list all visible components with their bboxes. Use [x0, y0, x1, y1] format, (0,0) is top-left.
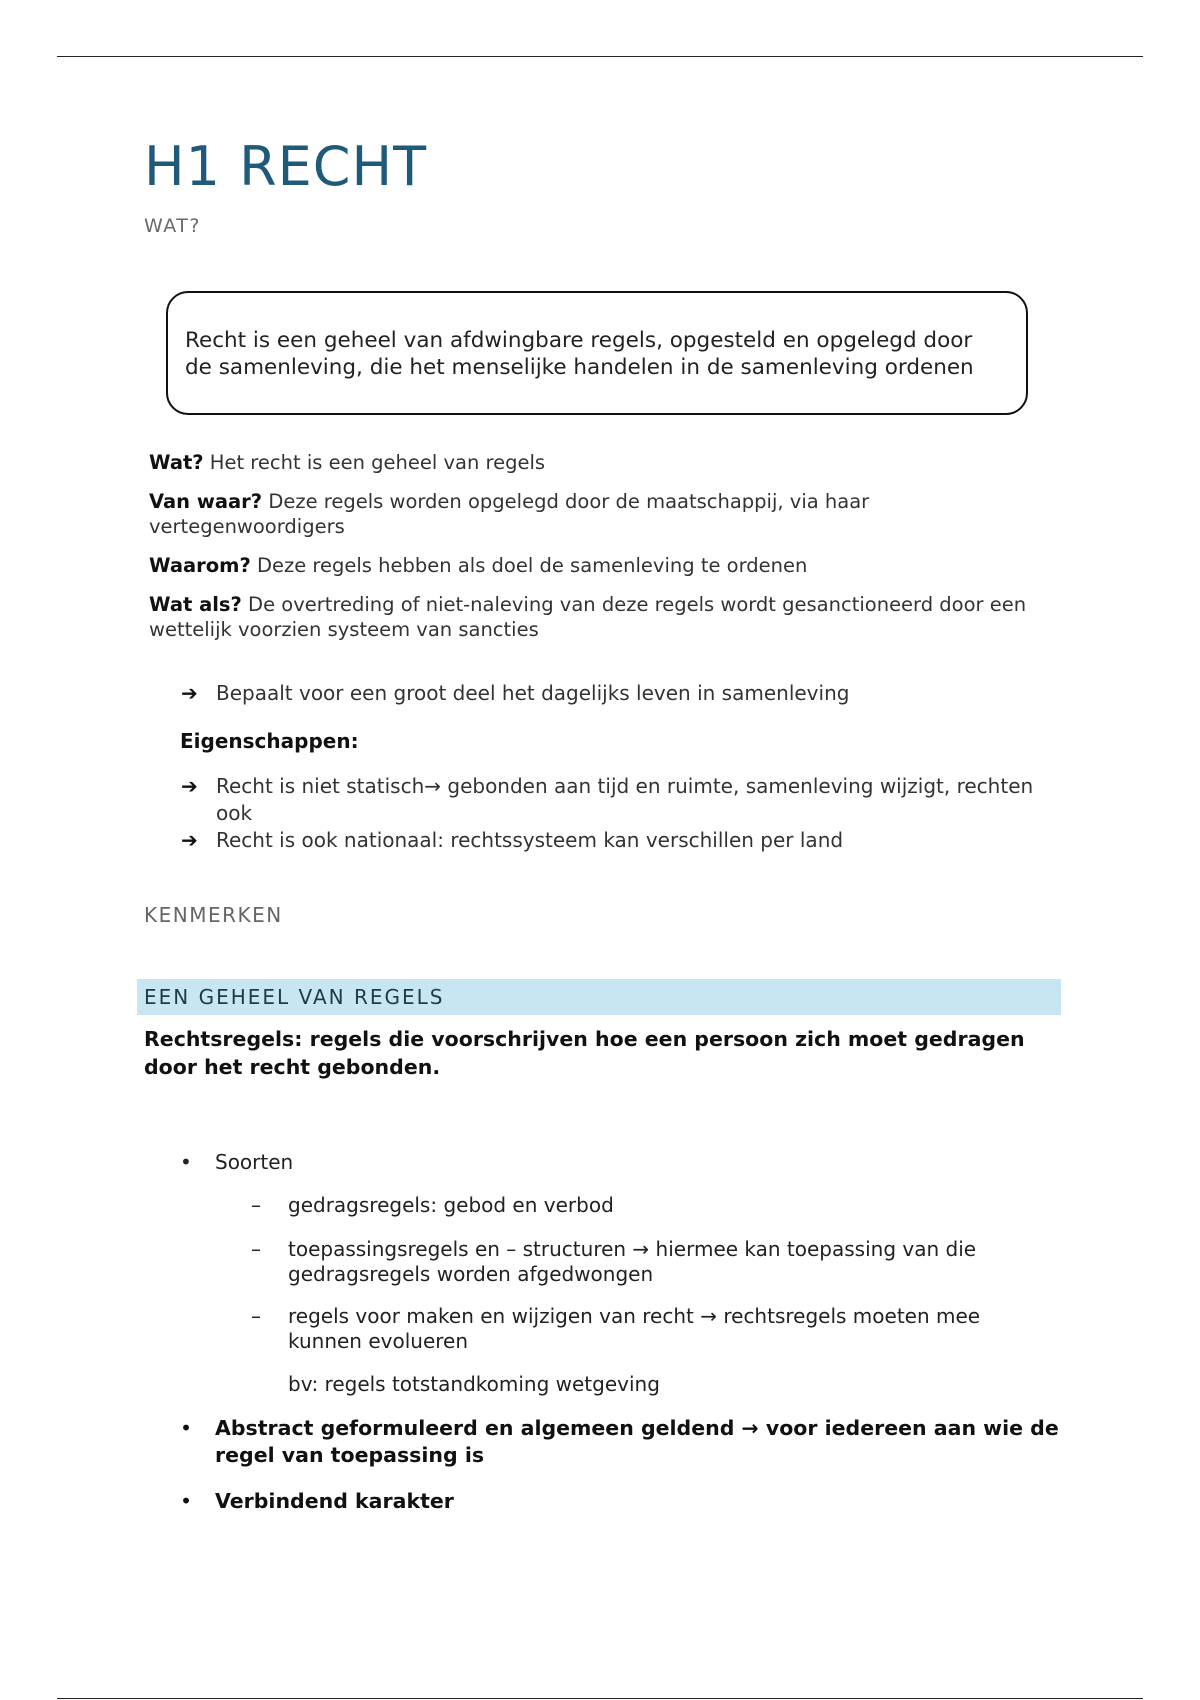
- arrow-right-icon: ➔: [181, 681, 198, 705]
- rechtsregels-definition: [144, 1025, 1044, 1081]
- bullet-text-cont: regel van toepassing is: [215, 1443, 485, 1467]
- definition-line-1: Recht is een geheel van afdwingbare regels, opgesteld en opgelegd door: [185, 328, 973, 353]
- bullet-abstract: [180, 1415, 1080, 1469]
- question-answer: Deze regels hebben als doel de samenleving te ordenen: [250, 554, 808, 577]
- question-waarom: [149, 553, 1049, 578]
- bullet-verbindend: [180, 1488, 1080, 1515]
- question-label: Wat als?: [149, 593, 242, 616]
- arrow-item-nationaal: [181, 827, 1061, 854]
- eigenschappen-label: Eigenschappen:: [180, 729, 359, 753]
- bullet-icon: •: [180, 1489, 193, 1513]
- kenmerken-heading: KENMERKEN: [144, 903, 283, 927]
- dash-item-text-cont: gedragsregels worden afgedwongen: [288, 1262, 654, 1286]
- dash-icon: –: [251, 1304, 261, 1328]
- page-subtitle: WAT?: [144, 215, 201, 237]
- arrow-item-bepaalt: [181, 680, 1061, 707]
- dash-item-text-cont: kunnen evolueren: [288, 1329, 469, 1353]
- question-answer: Deze regels worden opgelegd door de maatschappij, via haar: [262, 490, 870, 513]
- question-label: Wat?: [149, 451, 204, 474]
- dash-item-text: toepassingsregels en – structuren → hiermee kan toepassing van die: [288, 1237, 977, 1261]
- question-answer: Het recht is een geheel van regels: [203, 451, 546, 474]
- definition-box: [166, 291, 1028, 415]
- bullet-soorten: [180, 1150, 293, 1175]
- dash-item-toepassingsregels: [251, 1237, 1051, 1287]
- arrow-item-text-cont: ook: [216, 801, 253, 825]
- dash-item-text: gedragsregels: gebod en verbod: [288, 1193, 614, 1217]
- dash-item-text: regels voor maken en wijzigen van recht → rechtsregels moeten mee: [288, 1304, 981, 1328]
- example-text: bv: regels totstandkoming wetgeving: [288, 1372, 660, 1396]
- question-wat: [149, 450, 1049, 475]
- arrow-right-icon: ➔: [181, 774, 198, 798]
- bottom-rule: [57, 1698, 1143, 1699]
- question-answer-cont: wettelijk voorzien systeem van sancties: [149, 618, 539, 641]
- question-wat-als: [149, 592, 1049, 642]
- rechtsregels-line-1: Rechtsregels: regels die voorschrijven hoe een persoon zich moet gedragen: [144, 1027, 1025, 1051]
- question-answer-cont: vertegenwoordigers: [149, 515, 345, 538]
- page-title: H1 RECHT: [144, 135, 428, 198]
- question-van-waar: [149, 489, 1049, 539]
- definition-line-2: de samenleving, die het menselijke handelen in de samenleving ordenen: [185, 355, 974, 380]
- dash-item-gedragsregels: [251, 1193, 1051, 1218]
- section-heading: EEN GEHEEL VAN REGELS: [137, 979, 1061, 1015]
- question-label: Waarom?: [149, 554, 251, 577]
- dash-icon: –: [251, 1193, 261, 1217]
- dash-item-regels-maken: [251, 1304, 1051, 1354]
- dash-icon: –: [251, 1237, 261, 1261]
- arrow-item-text: Recht is niet statisch→ gebonden aan tijd en ruimte, samenleving wijzigt, rechten: [216, 774, 1034, 798]
- bullet-text: Soorten: [215, 1150, 294, 1174]
- question-label: Van waar?: [149, 490, 263, 513]
- bullet-icon: •: [180, 1416, 193, 1440]
- arrow-item-statisch: [181, 773, 1061, 827]
- bullet-icon: •: [180, 1150, 192, 1174]
- bullet-text: Verbindend karakter: [215, 1489, 454, 1513]
- question-answer: De overtreding of niet-naleving van deze regels wordt gesanctioneerd door een: [241, 593, 1027, 616]
- arrow-item-text: Recht is ook nationaal: rechtssysteem kan verschillen per land: [216, 828, 844, 852]
- arrow-right-icon: ➔: [181, 828, 198, 852]
- top-rule: [57, 56, 1143, 57]
- arrow-item-text: Bepaalt voor een groot deel het dagelijks leven in samenleving: [216, 681, 850, 705]
- rechtsregels-line-2: door het recht gebonden.: [144, 1055, 441, 1079]
- bullet-text: Abstract geformuleerd en algemeen geldend → voor iedereen aan wie de: [215, 1416, 1059, 1440]
